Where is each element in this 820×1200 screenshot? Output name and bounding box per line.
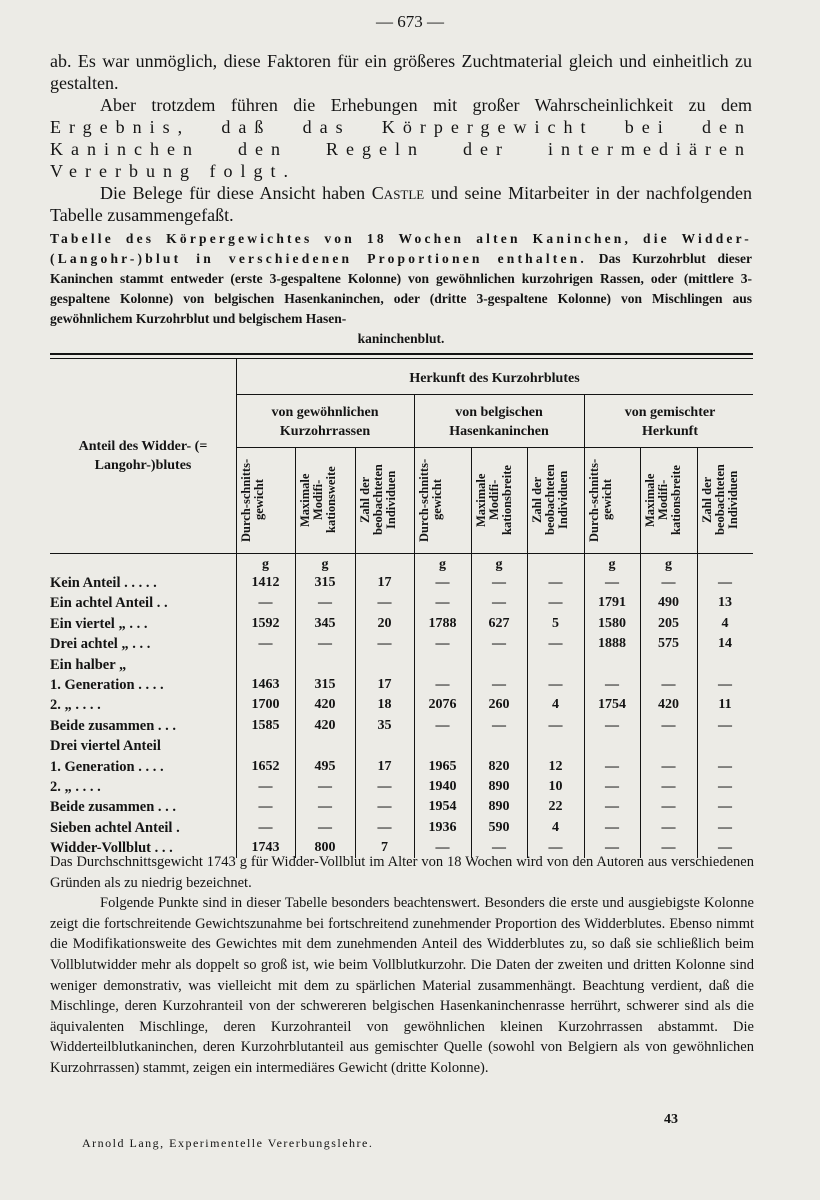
unit-label: g <box>262 557 269 572</box>
subcolumn-header: Zahl der beobachteten Individuen <box>530 464 570 536</box>
unit-label: g <box>665 557 672 572</box>
table-cell: — <box>377 595 392 611</box>
subcolumn-header: Zahl der beobachteten Individuen <box>358 464 398 536</box>
table-cell: — <box>718 575 732 590</box>
table-cell: 315 <box>314 677 336 692</box>
author-name-castle: Castle <box>371 183 425 203</box>
table-cell: — <box>718 799 732 815</box>
table-cell: 1652 <box>251 758 280 774</box>
table-cell: 4 <box>552 697 559 713</box>
subcolumn-header: Durch-schnitts-gewicht <box>587 458 614 542</box>
table-cell: — <box>605 799 619 815</box>
table-cell: 490 <box>658 595 679 611</box>
table-cell: 4 <box>721 615 729 631</box>
table-cell: — <box>661 799 676 815</box>
table-cell: 13 <box>718 595 732 611</box>
table-cell: 345 <box>314 615 336 631</box>
table-cell: — <box>377 799 392 815</box>
table-cell: — <box>318 595 332 611</box>
table-cell: — <box>718 819 732 835</box>
table-cell: 22 <box>548 799 563 815</box>
table-cell: 17 <box>377 575 392 590</box>
table-cell: 12 <box>548 758 563 774</box>
table-cell: 35 <box>377 717 392 733</box>
table-cell: — <box>548 840 563 856</box>
table-cell: 205 <box>658 615 679 631</box>
table-cell: 1463 <box>251 677 280 692</box>
table-cell: 820 <box>488 758 510 774</box>
row-label: Beide zusammen . . . <box>50 799 177 816</box>
table-cell: — <box>605 758 619 774</box>
table-cell: 1585 <box>251 717 280 733</box>
table-cell: 1700 <box>251 697 280 713</box>
table-cell: — <box>377 779 392 794</box>
table-cell: — <box>605 575 619 590</box>
table-cell: 1940 <box>428 779 457 794</box>
row-label: 1. Generation . . . . <box>50 758 164 775</box>
row-label: Ein achtel Anteil . . <box>50 595 168 612</box>
table-cell: 18 <box>377 697 392 713</box>
table-cell: — <box>548 575 563 590</box>
table-caption <box>50 229 752 349</box>
table-cell: 1754 <box>598 697 626 713</box>
table-cell: 890 <box>488 799 510 815</box>
unit-label: g <box>321 557 329 572</box>
table-cell: — <box>492 636 506 652</box>
table-cell: 5 <box>552 615 559 631</box>
caption-title: Tabelle des Körpergewichtes von 18 Wochen alten Kaninchen, die Widder-(Langohr-)blut in verschiedenen Proportionen enthalten. <box>50 231 752 266</box>
paragraph-2-start: Aber trotzdem führen die Erhebungen mit großer Wahrscheinlichkeit zu dem <box>100 95 752 115</box>
row-label: Beide zusammen . . . <box>50 717 177 734</box>
subcolumn-header: Maximale Modifi-kationsweite <box>298 466 338 534</box>
table-cell: 14 <box>718 636 732 652</box>
table-cell: 420 <box>314 717 336 733</box>
table-cell: 1592 <box>251 615 280 631</box>
table-cell: 1788 <box>428 615 457 631</box>
table-cell: — <box>492 717 506 733</box>
table-cell: — <box>661 575 676 590</box>
table-cell: 1954 <box>428 799 457 815</box>
paragraph-2-spaced: Ergebnis, daß das Körpergewicht bei den Kaninchen den Regeln der intermediären Vererbung folgt. <box>50 117 752 181</box>
group-header: Herkunft des Kurzohrblutes <box>409 371 580 386</box>
table-cell: 20 <box>377 615 392 631</box>
table-cell: 4 <box>552 819 559 835</box>
table-cell: — <box>435 595 450 611</box>
discussion-text <box>50 852 754 1079</box>
page-number: — 673 — <box>376 12 444 31</box>
group-1-header: von gewöhnlichen Kurzohrrassen <box>271 405 379 439</box>
table-cell: 1936 <box>428 819 457 835</box>
table-cell: — <box>605 779 619 794</box>
group-header-rule <box>236 394 753 395</box>
table-cell: 1412 <box>251 575 280 590</box>
table-cell: — <box>318 779 332 794</box>
running-footer: Arnold Lang, Experimentelle Vererbungslehre. <box>82 1136 374 1150</box>
subcolumn-divider <box>527 447 528 858</box>
table-cell: 2076 <box>428 697 457 713</box>
subcolumn-divider <box>697 447 698 858</box>
table-cell: — <box>605 840 619 856</box>
subheader-rule <box>236 447 753 448</box>
table-cell: — <box>605 677 619 692</box>
unit-label: g <box>495 557 503 572</box>
table-cell: — <box>435 840 450 856</box>
table-cell: — <box>605 819 619 835</box>
table-cell: — <box>318 819 332 835</box>
table-cell: — <box>318 636 332 652</box>
table-cell: 7 <box>381 840 388 856</box>
paragraph-3-start: Die Belege für diese Ansicht haben <box>100 183 372 203</box>
table-cell: — <box>258 799 273 815</box>
subcolumn-divider <box>355 447 356 858</box>
group-3-header: von gemischter Herkunft <box>624 405 716 439</box>
subcolumn-header: Durch-schnitts-gewicht <box>417 458 444 542</box>
table-cell: 590 <box>488 819 510 835</box>
table-cell: — <box>718 779 732 794</box>
row-label: 1. Generation . . . . <box>50 677 164 693</box>
table-cell: — <box>318 799 332 815</box>
subcolumn-header: Maximale Modifi-kationsbreite <box>474 465 514 535</box>
table-cell: — <box>435 677 450 692</box>
table-cell: — <box>258 779 273 794</box>
paragraph-2 <box>50 94 752 182</box>
row-label: Drei achtel „ . . . <box>50 636 151 653</box>
subcolumn-divider <box>640 447 641 858</box>
table-cell: — <box>258 819 273 835</box>
discussion-paragraph-1: Das Durchschnittsgewicht 1743 g für Widder-Vollblut im Alter von 18 Wochen wird von den Autoren aus verschiedenen Gründen als zu niedrig bezeichnet. <box>50 854 754 891</box>
table-cell: — <box>435 717 450 733</box>
subcolumn-header: Durch-schnitts-gewicht <box>239 458 266 542</box>
table-cell: 10 <box>548 779 563 794</box>
row-label: Ein halber „ <box>50 656 127 673</box>
table-cell: 1743 <box>251 840 280 856</box>
table-cell: — <box>661 758 676 774</box>
table-cell: — <box>605 717 619 733</box>
table-cell: — <box>718 840 732 856</box>
table-cell: 1888 <box>598 636 626 652</box>
table-cell: — <box>661 779 676 794</box>
table-cell: 420 <box>658 697 679 713</box>
unit-label: g <box>608 557 616 572</box>
table-cell: 1580 <box>598 615 626 631</box>
table-header-rule <box>50 553 753 554</box>
table-cell: 315 <box>314 575 336 590</box>
paragraph-1: ab. Es war unmöglich, diese Faktoren für ein größeres Zuchtmaterial gleich und einheitlich zu gestalten. <box>50 51 752 93</box>
caption-last-line: kaninchenblut. <box>357 331 445 346</box>
table-cell: — <box>377 636 392 652</box>
table-cell: 627 <box>488 615 510 631</box>
table-cell: — <box>548 595 563 611</box>
table-cell: — <box>258 595 273 611</box>
table-cell: 260 <box>488 697 510 713</box>
paragraph-3-end: und seine Mitarbeiter in der nachfolgenden Tabelle zusammengefaßt. <box>50 183 753 225</box>
subcolumn-divider <box>295 447 296 858</box>
paragraph-3 <box>50 182 752 226</box>
table-cell: — <box>661 717 676 733</box>
row-label: Ein viertel „ . . . <box>50 615 148 632</box>
table-cell: 17 <box>377 677 392 692</box>
table-cell: — <box>548 677 563 692</box>
table-cell: — <box>492 575 506 590</box>
group-2-header: von belgischen Hasenkaninchen <box>449 405 549 439</box>
table-cell: — <box>492 595 506 611</box>
table-cell: — <box>718 758 732 774</box>
table-top-rule-thin <box>50 358 753 359</box>
row-label: Kein Anteil . . . . . <box>50 575 157 591</box>
row-header: Anteil des Widder- (= Langohr-)blutes <box>78 439 208 473</box>
row-label: 2. „ . . . . <box>50 779 101 795</box>
table-cell: — <box>661 819 676 835</box>
subcolumn-header: Maximale Modifi-kationsbreite <box>643 465 683 535</box>
table-cell: — <box>435 636 450 652</box>
table-cell: 17 <box>377 758 392 774</box>
table-cell: — <box>377 819 392 835</box>
row-label: Sieben achtel Anteil . <box>50 819 180 836</box>
table-cell: — <box>661 840 676 856</box>
table-cell: 575 <box>658 636 679 652</box>
table-cell: — <box>718 717 732 733</box>
unit-label: g <box>439 557 446 572</box>
signature-number: 43 <box>664 1112 678 1127</box>
table-cell: — <box>435 575 450 590</box>
table-cell: 890 <box>488 779 510 794</box>
table-cell: 800 <box>314 840 336 856</box>
table-cell: — <box>492 840 506 856</box>
caption-text: Das Kurzohrblut dieser Kaninchen stammt entweder (erste 3-gespaltene Kolonne) von gewöhnlichen kurzohrigen Rassen, oder (mittlere 3-gespaltene Kolonne) von belgischen Hasenkaninchen, oder (dritte 3-gespaltene Kolonne) von Mischlingen aus gewöhnlichem Kurzohrblut und belgischem Hasen- <box>50 251 752 326</box>
table-cell: 1965 <box>428 758 457 774</box>
table-cell: 420 <box>314 697 336 713</box>
table-cell: 11 <box>718 697 732 713</box>
table-cell: — <box>548 717 563 733</box>
row-label: Drei viertel Anteil <box>50 738 161 755</box>
table-cell: — <box>718 677 732 692</box>
intro-text <box>50 50 752 226</box>
subcolumn-header: Zahl der beobachteten Individuen <box>700 464 740 536</box>
table-cell: — <box>661 677 676 692</box>
row-label: Widder-Vollblut . . . <box>50 840 173 857</box>
table-top-rule <box>50 353 753 355</box>
subcolumn-divider <box>471 447 472 858</box>
table-cell: 1791 <box>598 595 626 611</box>
discussion-paragraph-2: Folgende Punkte sind in dieser Tabelle besonders beachtenswert. Besonders die erste und ausgiebigste Kolonne zeigt die fortschreitende Gewichtszunahme bei fortschreitend zunehmender Proportion des Widderblutes. Ebenso nimmt die Modifikationsweite des Gewichtes mit dem zunehmenden Anteil des Widderblutes zu, so daß sie schließlich beim Vollblutwidder mehr als doppelt so groß ist, wie beim Vollblutkurzohr. Die Daten der zweiten und dritten Kolonne sind weniger demonstrativ, was vielleicht mit dem zu spärlichen Material zusammenhängt. Beachtung verdient, daß die Mischlinge, deren Kurzohranteil von der schwereren belgischen Hasenkaninchenrasse herrührt, schwerer sind als die äquivalenten Mischlinge, deren Kurzohranteil von gewöhnlichen kleinen Kurzohrrassen abstammt. Die Widderteilblutkaninchen, deren Kurzohrblutanteil aus gemischter Quelle (sowohl von Belgiern als von gewöhnlichen Kurzohrrassen) stammt, zeigen ein intermediäres Gewicht (dritte Kolonne). <box>50 895 754 1076</box>
table-cell: — <box>548 636 563 652</box>
row-label: 2. „ . . . . <box>50 697 101 714</box>
table-cell: — <box>492 677 506 692</box>
table-cell: 495 <box>314 758 336 774</box>
table-cell: — <box>258 636 273 652</box>
